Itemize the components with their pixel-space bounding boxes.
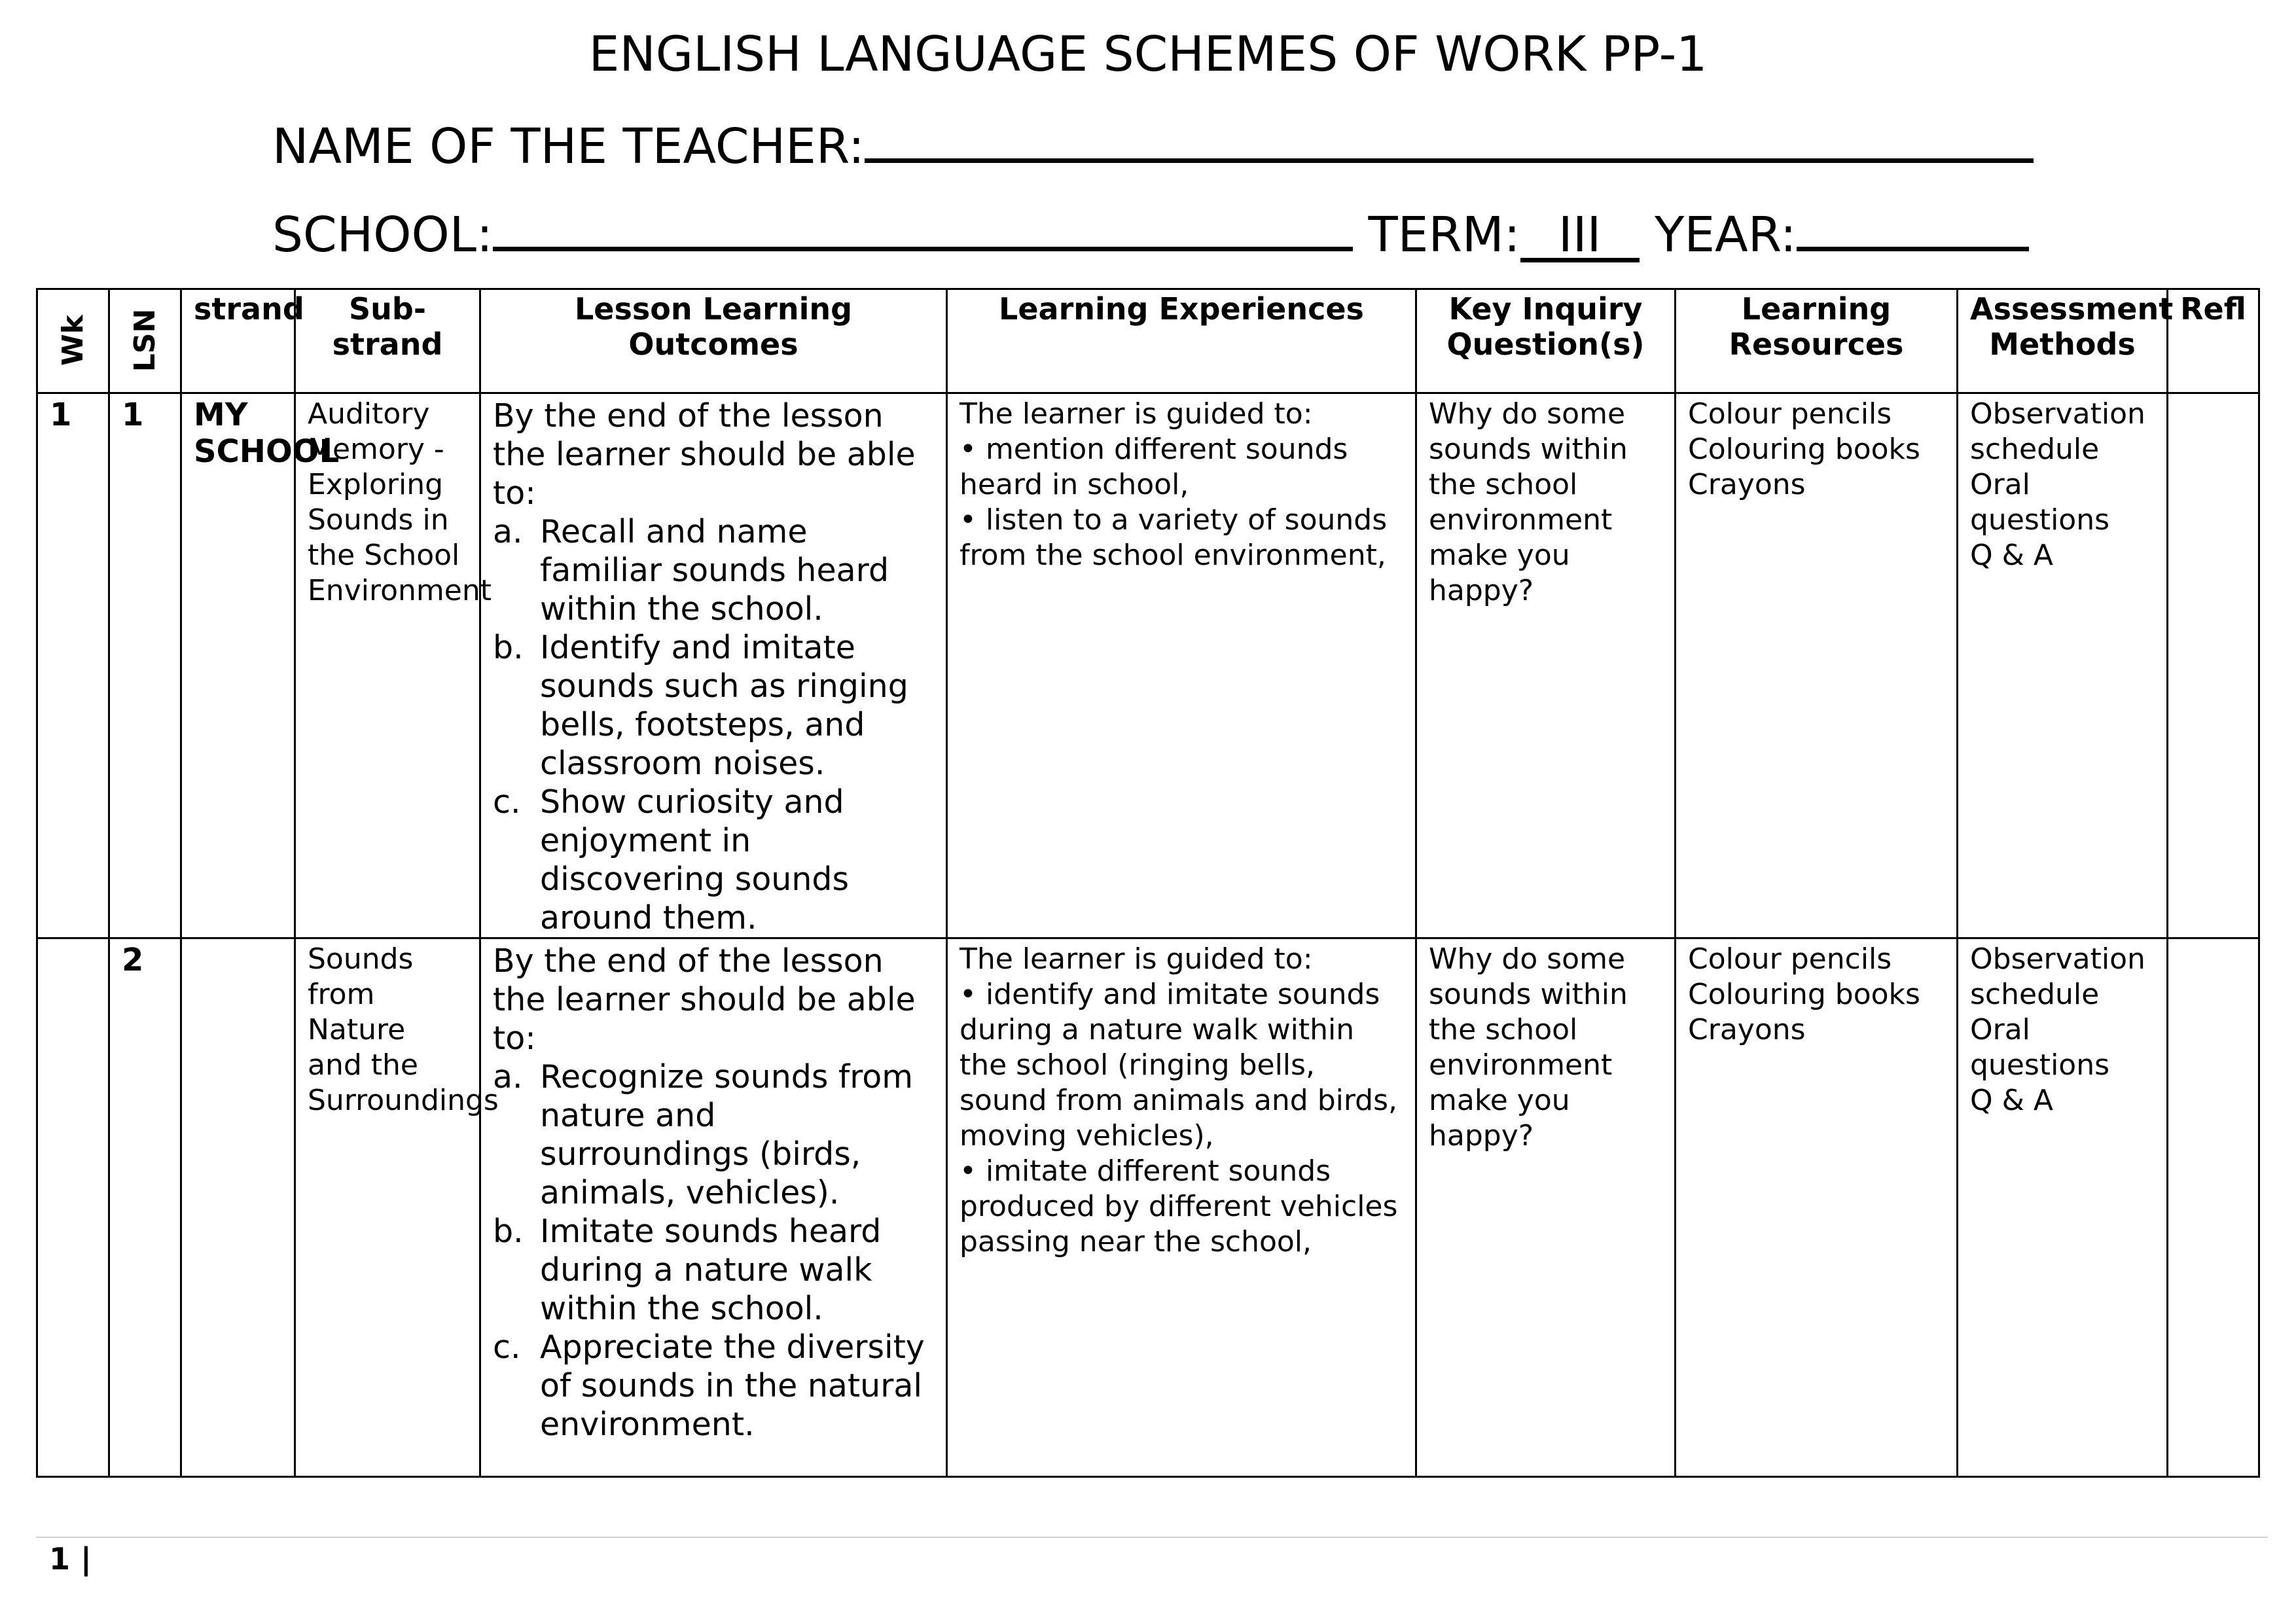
list-item: • mention different sounds heard in school, bbox=[960, 433, 1348, 501]
list-item: Oral questions bbox=[1970, 1013, 2110, 1082]
list-item: • identify and imitate sounds during a nature walk within the school (ringing bells, sound from animals and birds, moving vehicles), bbox=[960, 978, 1398, 1152]
cell-strand bbox=[181, 938, 295, 1477]
cell-inquiry: Why do some sounds within the school environment make you happy? bbox=[1416, 938, 1676, 1477]
cell-inquiry: Why do some sounds within the school environment make you happy? bbox=[1416, 393, 1676, 938]
teacher-name-line bbox=[272, 113, 2034, 176]
col-header-strand: strand bbox=[181, 289, 295, 393]
outcomes-intro: By the end of the lesson the learner should be able to: bbox=[493, 942, 916, 1057]
cell-refl bbox=[2168, 393, 2259, 938]
term-value: III bbox=[1520, 212, 1640, 262]
school-name-blank bbox=[493, 201, 1353, 251]
list-item: b. Identify and imitate sounds such as ringing bells, footsteps, and classroom noises. bbox=[493, 629, 908, 782]
col-header-inquiry: Key Inquiry Question(s) bbox=[1416, 289, 1676, 393]
list-item: • listen to a variety of sounds from the school environment, bbox=[960, 503, 1388, 572]
list-item: c. Show curiosity and enjoyment in discovering sounds around them. bbox=[493, 783, 850, 936]
list-item: c. Appreciate the diversity of sounds in the natural environment. bbox=[493, 1329, 925, 1443]
school-term-year-line bbox=[272, 201, 2029, 264]
outcomes-intro: By the end of the lesson the learner should be able to: bbox=[493, 397, 916, 512]
cell-substrand: Sounds from Nature and the Surroundings bbox=[295, 938, 480, 1477]
list-item: Q & A bbox=[1970, 1084, 2054, 1117]
outcomes-list bbox=[493, 512, 934, 937]
table-row bbox=[37, 938, 2259, 1477]
list-item: a. Recall and name familiar sounds heard within the school. bbox=[493, 513, 889, 628]
list-item: Colour pencils bbox=[1688, 397, 1892, 431]
cell-lsn: 2 bbox=[109, 938, 181, 1477]
cell-assessment bbox=[1958, 938, 2168, 1477]
cell-experiences bbox=[947, 938, 1416, 1477]
col-header-experiences: Learning Experiences bbox=[947, 289, 1416, 393]
cell-outcomes bbox=[480, 393, 947, 938]
list-item: Observation schedule bbox=[1970, 942, 2145, 1011]
list-item: Observation schedule bbox=[1970, 397, 2145, 466]
cell-wk: 1 bbox=[37, 393, 109, 938]
experiences-intro: The learner is guided to: bbox=[960, 942, 1313, 976]
cell-substrand: Auditory Memory - Exploring Sounds in the School Environment bbox=[295, 393, 480, 938]
list-item: Crayons bbox=[1688, 1013, 1806, 1046]
cell-wk bbox=[37, 938, 109, 1477]
cell-refl bbox=[2168, 938, 2259, 1477]
col-header-assessment: Assessment Methods bbox=[1958, 289, 2168, 393]
school-label: SCHOOL: bbox=[272, 207, 493, 263]
list-item: a. Recognize sounds from nature and surroundings (birds, animals, vehicles). bbox=[493, 1058, 913, 1211]
list-item: • imitate different sounds produced by different vehicles passing near the school, bbox=[960, 1154, 1398, 1258]
col-header-refl: Refl bbox=[2168, 289, 2259, 393]
experiences-intro: The learner is guided to: bbox=[960, 397, 1313, 431]
list-item: Oral questions bbox=[1970, 468, 2110, 537]
cell-resources bbox=[1676, 938, 1958, 1477]
col-header-lsn: LSN bbox=[109, 289, 181, 393]
list-item: Crayons bbox=[1688, 468, 1806, 501]
col-header-substrand: Sub-strand bbox=[295, 289, 480, 393]
term-label: TERM: bbox=[1368, 207, 1520, 263]
list-item: Colouring books bbox=[1688, 978, 1920, 1011]
year-blank bbox=[1797, 201, 2029, 251]
cell-experiences bbox=[947, 393, 1416, 938]
cell-resources bbox=[1676, 393, 1958, 938]
cell-lsn: 1 bbox=[109, 393, 181, 938]
header-row bbox=[37, 289, 2259, 393]
list-item: Q & A bbox=[1970, 539, 2054, 572]
page-number: 1 | bbox=[49, 1541, 92, 1577]
cell-outcomes bbox=[480, 938, 947, 1477]
table-row bbox=[37, 393, 2259, 938]
list-item: b. Imitate sounds heard during a nature walk within the school. bbox=[493, 1213, 882, 1327]
outcomes-list bbox=[493, 1058, 934, 1444]
list-item: Colouring books bbox=[1688, 433, 1920, 466]
cell-assessment bbox=[1958, 393, 2168, 938]
year-label: YEAR: bbox=[1655, 207, 1797, 263]
col-header-outcomes: Lesson Learning Outcomes bbox=[480, 289, 947, 393]
teacher-label: NAME OF THE TEACHER: bbox=[272, 118, 865, 175]
col-header-wk: Wk bbox=[37, 289, 109, 393]
cell-strand: MY SCHOOL bbox=[181, 393, 295, 938]
teacher-name-blank bbox=[865, 113, 2034, 163]
document-title: ENGLISH LANGUAGE SCHEMES OF WORK PP-1 bbox=[588, 26, 1708, 82]
col-header-resources: Learning Resources bbox=[1676, 289, 1958, 393]
footer-divider bbox=[36, 1537, 2268, 1538]
schemes-table bbox=[36, 288, 2260, 1478]
list-item: Colour pencils bbox=[1688, 942, 1892, 976]
